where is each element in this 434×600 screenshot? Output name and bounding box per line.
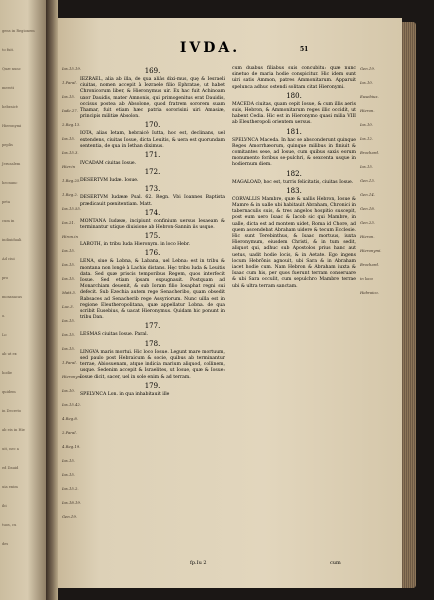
entry-text: LESMAS ciuitas Iosue. Paral. <box>80 332 149 338</box>
entry-text: MACEDA ciuitas, quam cepit Iosue, & cum illis aeris suis, Hebron, & Ammonitarum reges illic occidit, ut habent Cedia. Hic est in Hieronymo quasi milia VIII ab Eleutheropoli orientem uersus. <box>232 101 356 126</box>
margin-note: Ios.15.55. <box>62 206 82 211</box>
margin-note: Ios.21. <box>62 220 75 225</box>
margin-note: 4.Reg.19. <box>62 444 81 449</box>
margin-note: 1.Paral. <box>62 360 77 365</box>
margin-note: Hieronymi. <box>360 248 382 253</box>
entry-text: SPELVNCA Maceda. In hac se absconderunt quinque Reges Amorrhæorum, quinque milibus in finiuit & comitantes sese, ad Iosue, cum quibus saxis eorum monumento foribus se-pulchri, & sexcenta usque in hodiernum diem. <box>232 137 356 168</box>
margin-note: 1.Reg.25. <box>62 178 81 183</box>
entry-number: 174. <box>144 208 161 217</box>
left-page-fragment: ed Dauid <box>2 466 19 470</box>
margin-note: Luc.3. <box>62 304 74 309</box>
margin-note: Ios.15. <box>62 472 75 477</box>
margin-note: Hier.in <box>62 164 76 169</box>
page-title: IVDA. <box>179 40 241 56</box>
entry <box>80 209 225 231</box>
left-page-fragment: hodie <box>2 371 13 375</box>
entry-number: 169. <box>144 67 161 75</box>
entry-text: IEZRAEL, alia ab illa, de qua aliàs dixi-mus, quę & Iesraeli ciuitas, nomen accepit à Iezraele filio Ephratae, ut habet Chronicorum liber, & Hieronymus uir. Ex hac fuit Achinoam uxor Dauidis, mater Amnonis, qui primogenitus erat Dauidis, occisus postea ab Absolone, quod fratrem sororem suam Thamar, fuit etiam hæc patria sororisini uiri Amasiæ, principis militiæ Absolon. <box>80 77 225 120</box>
margin-note: Ios.15.2. <box>62 486 79 491</box>
margin-note: 1.Reg.2. <box>62 192 78 197</box>
left-page-fragment: Hieronymi <box>2 124 22 128</box>
left-page-fragment: hecnunc <box>2 181 18 185</box>
margin-note: Hiron.in <box>62 234 78 239</box>
margin-note: Gen.23. <box>360 220 375 225</box>
entry <box>80 232 225 248</box>
margin-note: Ios.15. <box>62 94 75 99</box>
entry <box>80 151 225 167</box>
left-page-fragment: indiuiduali <box>2 238 22 242</box>
margin-note: Ios.15. <box>62 248 75 253</box>
entry-number: 183. <box>286 186 302 195</box>
entry-number: 177. <box>144 322 161 331</box>
entry-text: IVCADAM ciuitas Iosue. <box>80 161 137 167</box>
margin-note: Ios.15. <box>62 458 75 463</box>
margin-note: Eusebius. <box>360 94 379 99</box>
entry-number: 176. <box>144 249 161 258</box>
entry-number: 182. <box>286 169 302 178</box>
margin-note: Brochard. <box>360 150 380 155</box>
margin-note: Ios.12. <box>360 136 373 141</box>
entry-number: 180. <box>286 91 302 100</box>
margin-note: 4.Reg.8. <box>62 416 78 421</box>
left-page-fragment: in Decreto <box>2 409 22 413</box>
margin-note: Ios.15. <box>360 164 373 169</box>
entry-text: IOTA, alias Ietam, hebraicè Iutta, hoc est, declinans, uel extendens, ciuitas Iosue, dicta Leuitis, & uera est quorundam sententia, de qua in Iethan diximus. <box>80 131 225 149</box>
book-gutter <box>46 0 58 600</box>
margin-note: 2.Paral. <box>62 430 77 435</box>
left-page-fragment: ab eis in Hie <box>2 428 25 432</box>
margin-note: Ios.15. <box>62 332 75 337</box>
margin-note: Ios.15. <box>62 318 75 323</box>
left-page-fragment: meroti <box>2 86 15 90</box>
margin-note: Ios.15.42. <box>62 402 82 407</box>
margin-note: Ios.15. <box>62 136 75 141</box>
left-margin-notes <box>62 66 83 528</box>
entry-number: 175. <box>144 232 161 241</box>
entry-text: LABOTH, in tribu Iuda Hieronym. in loco Hebr. <box>80 242 190 248</box>
margin-note: Ios.15. <box>62 346 75 351</box>
entry-number: 178. <box>144 339 161 348</box>
entry-text: DESERTVM Iudææ Psal. 62. Regn. Vbi Ioannes Baptista prædicauit pœnitentiam. Matt. <box>80 195 225 207</box>
right-margin-notes <box>360 66 384 304</box>
margin-note: Ios.15. <box>62 276 75 281</box>
margin-note: Hieron. <box>360 108 375 113</box>
left-page-fragment: quidem <box>2 390 16 394</box>
left-page-fragment: pro <box>2 276 9 280</box>
margin-note: Ios.10. <box>360 122 373 127</box>
entry <box>80 185 225 207</box>
entry-number: 173. <box>144 185 161 194</box>
entry <box>80 249 225 321</box>
left-page-fragment: Jerusalem <box>2 162 21 166</box>
entry <box>232 170 356 186</box>
left-page-fragment: uit, nec a <box>2 447 19 451</box>
left-page-fragment: to fuit. <box>2 48 15 52</box>
entry-number: 171. <box>144 151 161 160</box>
left-page-fragment: ibi <box>2 504 7 508</box>
margin-note: Brochard. <box>360 262 380 267</box>
entry <box>232 187 356 290</box>
entry-text: MONTANA Iudææ, incipiunt confinium uersus Iesaeam & terminantur utique diuisione ab Hebron-Sannin iis usque. <box>80 218 225 231</box>
entry-number: 170. <box>144 121 161 130</box>
margin-note: Gen.13. <box>360 178 375 183</box>
entry-number: 179. <box>144 381 161 390</box>
margin-note: Ios.10. <box>360 80 373 85</box>
entry <box>80 168 225 184</box>
page-number: 51 <box>300 46 309 53</box>
margin-note: Gen.18. <box>360 206 375 211</box>
entry <box>232 92 356 127</box>
margin-note: Ios.10. <box>62 388 75 393</box>
left-page-fragment: hebraicè <box>2 105 18 109</box>
left-page-fragment: gens in Regionem <box>2 29 35 33</box>
left-page-fragment: Ad ciui <box>2 257 15 261</box>
left-page-edge <box>0 0 46 600</box>
left-page-fragment: mosanacas <box>2 295 23 299</box>
left-page-fragment: uia enim <box>2 485 18 489</box>
entry <box>80 121 225 150</box>
entry-number: 172. <box>144 168 161 177</box>
margin-note: Hieron. <box>360 234 375 239</box>
left-page-fragment: ab ut ex <box>2 352 17 356</box>
entry-text: CORVALLIS Mambre, quæ & uallis Hebron, Iosue & Mamre & in ualle ubi habitauit Abraham, Chronici in tabernaculis suis, & tres angelos hospitio suscepit, post eum uero Isaac & Iacob sic qui Mambre, in ualle, dicta est ad montem uidet, Roma id Chore, ad quem ascendebat Abraham uidere & tecum Ecclesie. Hic sunt Terebinthus, & Isaac mortuus, iuxta Hieronymum, eiusdem Christi, & in tum sedit, aliquot qui, adhuc sub Apostolos prius hanc aut uetus, uadit hodie locis, & in Aetate. Ego ingens locum Hebrõnis agnouit, ubi Sara & in Abraham iacet hodie cum. Nam Hebron & Abraham iuxta & Isaac cum his, per quos fuerunt terram conseruare & ubi Sara occulit, cum sepulchro Mambre terrae ubi & ultra terram sanctam. <box>232 196 356 289</box>
left-page-fragment: Quæ nunc <box>2 67 21 71</box>
left-page-fragment: Lo <box>2 333 7 337</box>
margin-note: Ios.15.3. <box>62 150 79 155</box>
column-right <box>232 66 356 290</box>
left-page-fragment: tuos, cu <box>2 523 17 527</box>
margin-note: Gen.14. <box>360 192 375 197</box>
entry-number: 181. <box>286 127 302 136</box>
left-page-fragment: des <box>2 542 9 546</box>
left-page-fragment: o. <box>2 314 6 318</box>
margin-note: Hieronym. <box>62 374 83 379</box>
left-page-fragment: cum in <box>2 219 15 223</box>
signature-mark: fp.Iu 2 <box>190 560 207 566</box>
entry <box>80 340 225 381</box>
entry <box>80 67 225 120</box>
left-page-fragment: peta <box>2 200 11 204</box>
margin-note: 1.Paral. <box>62 80 77 85</box>
catchword: cum <box>330 560 341 566</box>
margin-note: 2.Reg.13. <box>62 122 81 127</box>
margin-note: Ios.15.19. <box>62 66 82 71</box>
margin-note: Iude.27. <box>62 108 78 113</box>
margin-note: Ios.18.19. <box>62 500 82 505</box>
entry-text: LINGVA maris mortui. Hic loco Iosue. Legunt mare mortuum, sed paulo post Hebraicum & socie, quibus ab terminantur terrae, Abiosuenam, atque indicia marium aliquod, collinem, usque. Sedenim accepit & Israelites, ut Iosue, quæ & Iosue: Iosue dicit, sacer, uel in sole enim & ad terram. <box>80 349 225 380</box>
entry-text: cum duabus filiabus suis concubitu: quæ nunc sinetuo de maria hodie conspicitur. Hic idem sunt uiri satis Ammon, patres Ammonitarum. Apparuit spelunca adhuc ostendi solitam citat Hieronymi. <box>232 66 356 90</box>
margin-note: Gen.19. <box>62 514 77 519</box>
margin-note: in loco <box>360 276 373 281</box>
entry-text: LENA, siue & Lobna, & Labana, uel Lebna: est in tribu & montana non longè à Lachis distans. Hęc tribu Iuda & Leuitis data. Sed quæ priscis temporibus Regem, quos interfecit Iosue. Sed etiam ipsam expugnauit. Postquam ad Monarchiam deuenit, & sub Ioram filio Iosaphat regni sui defecit. Sub Ezechia autem rege Senacheribo, quam obsedit Rabsaces ad Senacherib rege Assyriorum. Nunc uilla est in regione Eleutheropolitana, quæ appellatur Lobna. de qua scribit Eusebius, & uacat Hieronymus. Quidam hic ponunt in tribu Dan. <box>80 259 225 321</box>
entry <box>80 382 225 398</box>
page-edges <box>402 22 416 588</box>
entry <box>80 322 225 338</box>
column-left <box>80 66 225 398</box>
margin-note: Hebraico. <box>360 290 379 295</box>
entry-text: MAGALOAD, hoc est, turris felicitatis, ciuitas Iosue. <box>232 179 354 185</box>
entry-text: DESERTVM Iudæ. Iosue. <box>80 178 139 184</box>
margin-note: Matt.3. <box>62 290 77 295</box>
entry-text: SPELVNCA Lon. in qua inhabitauit ille <box>80 391 170 397</box>
entry <box>232 66 356 91</box>
margin-note: Gen.19. <box>360 66 375 71</box>
entry <box>232 128 356 169</box>
margin-note: Ios.15. <box>62 262 75 267</box>
left-page-fragment: peplis <box>2 143 13 147</box>
